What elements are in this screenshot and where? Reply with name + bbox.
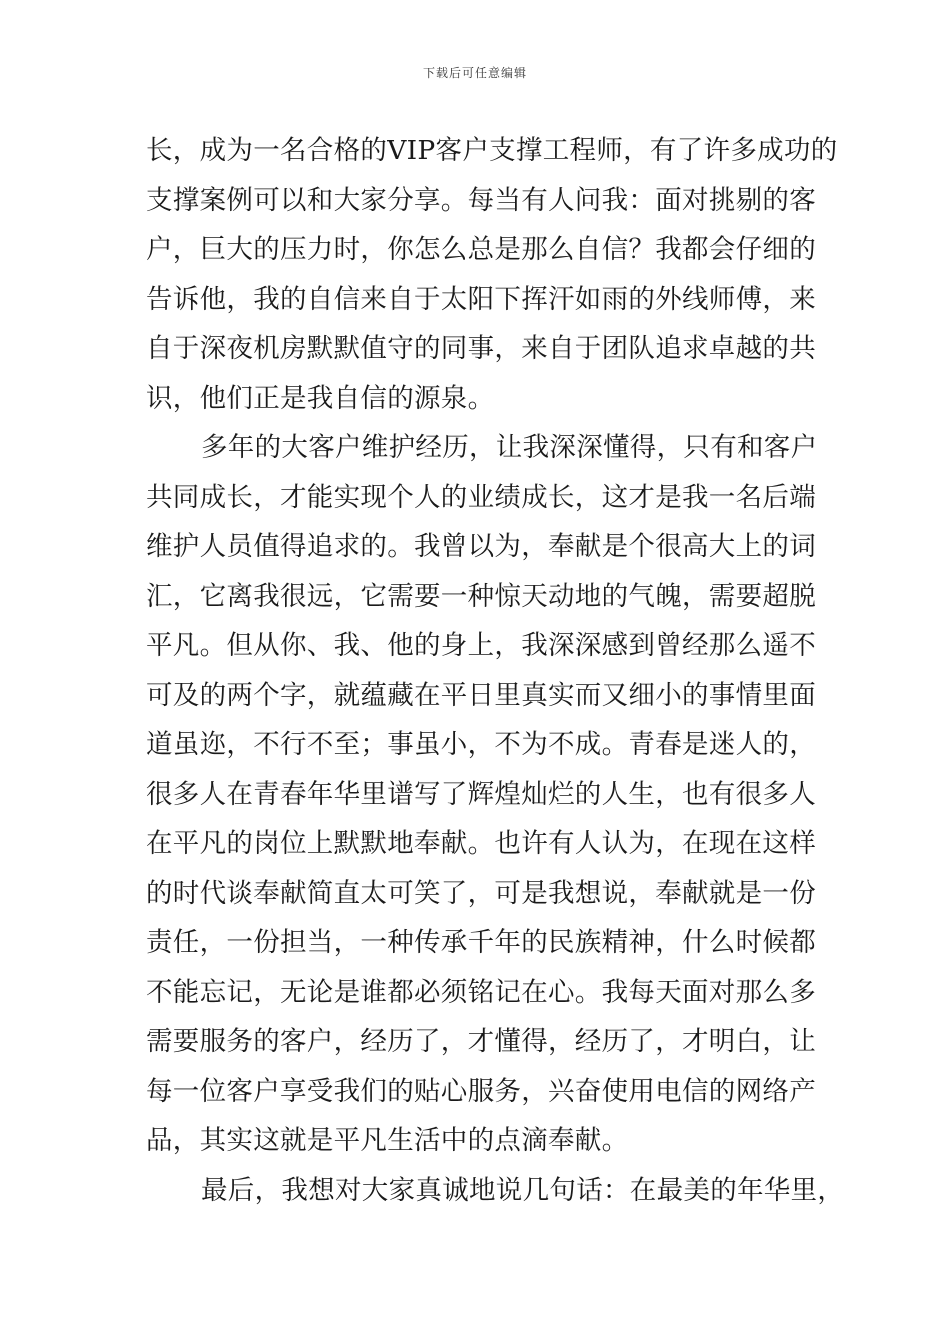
text-line: 最后，我想对大家真诚地说几句话：在最美的年华里， xyxy=(201,1174,845,1206)
text-line: 长，成为一名合格的VIP客户支撑工程师，有了许多成功的 xyxy=(146,135,838,166)
text-line: 平凡。但从你、我、他的身上，我深深感到曾经那么遥不 xyxy=(146,630,816,661)
text-line: 汇，它离我很远，它需要一种惊天动地的气魄，需要超脱 xyxy=(146,580,816,612)
text-line: 品，其实这就是平凡生活中的点滴奉献。 xyxy=(146,1125,629,1156)
text-line: 每一位客户享受我们的贴心服务，兴奋使用电信的网络产 xyxy=(146,1075,816,1107)
text-line: 维护人员值得追求的。我曾以为，奉献是个很高大上的词 xyxy=(146,531,816,562)
text-line: 自于深夜机房默默值守的同事，来自于团队追求卓越的共 xyxy=(146,333,816,364)
paragraph-3 xyxy=(146,1166,845,1216)
text-line: 可及的两个字，就蕴藏在平日里真实而又细小的事情里面 xyxy=(146,679,816,711)
text-line: 需要服务的客户，经历了，才懂得，经历了，才明白，让 xyxy=(146,1026,816,1057)
text-line: 多年的大客户维护经历，让我深深懂得，只有和客户 xyxy=(201,432,818,463)
page-header: 下载后可任意编辑 xyxy=(422,66,527,80)
text-line: 的时代谈奉献简直太可笑了，可是我想说，奉献就是一份 xyxy=(146,877,816,909)
text-line: 告诉他，我的自信来自于太阳下挥汗如雨的外线师傅，来 xyxy=(146,283,816,315)
text-line: 责任，一份担当，一种传承千年的民族精神，什么时候都 xyxy=(146,927,816,958)
text-line: 道虽迩，不行不至；事虽小，不为不成。青春是迷人的， xyxy=(146,729,816,760)
text-line: 很多人在青春年华里谱写了辉煌灿烂的人生，也有很多人 xyxy=(146,778,816,810)
paragraph-2 xyxy=(146,423,818,1166)
paragraph-1 xyxy=(146,126,838,423)
text-line: 支撑案例可以和大家分享。每当有人问我：面对挑剔的客 xyxy=(146,184,816,216)
text-line: 不能忘记，无论是谁都必须铭记在心。我每天面对那么多 xyxy=(146,976,816,1008)
text-line: 识，他们正是我自信的源泉。 xyxy=(146,382,495,414)
text-line: 在平凡的岗位上默默地奉献。也许有人认为，在现在这样 xyxy=(146,828,816,859)
document-body xyxy=(146,126,845,1215)
text-line: 共同成长，才能实现个人的业绩成长，这才是我一名后端 xyxy=(146,481,816,513)
text-line: 户，巨大的压力时，你怎么总是那么自信？我都会仔细的 xyxy=(146,234,816,265)
